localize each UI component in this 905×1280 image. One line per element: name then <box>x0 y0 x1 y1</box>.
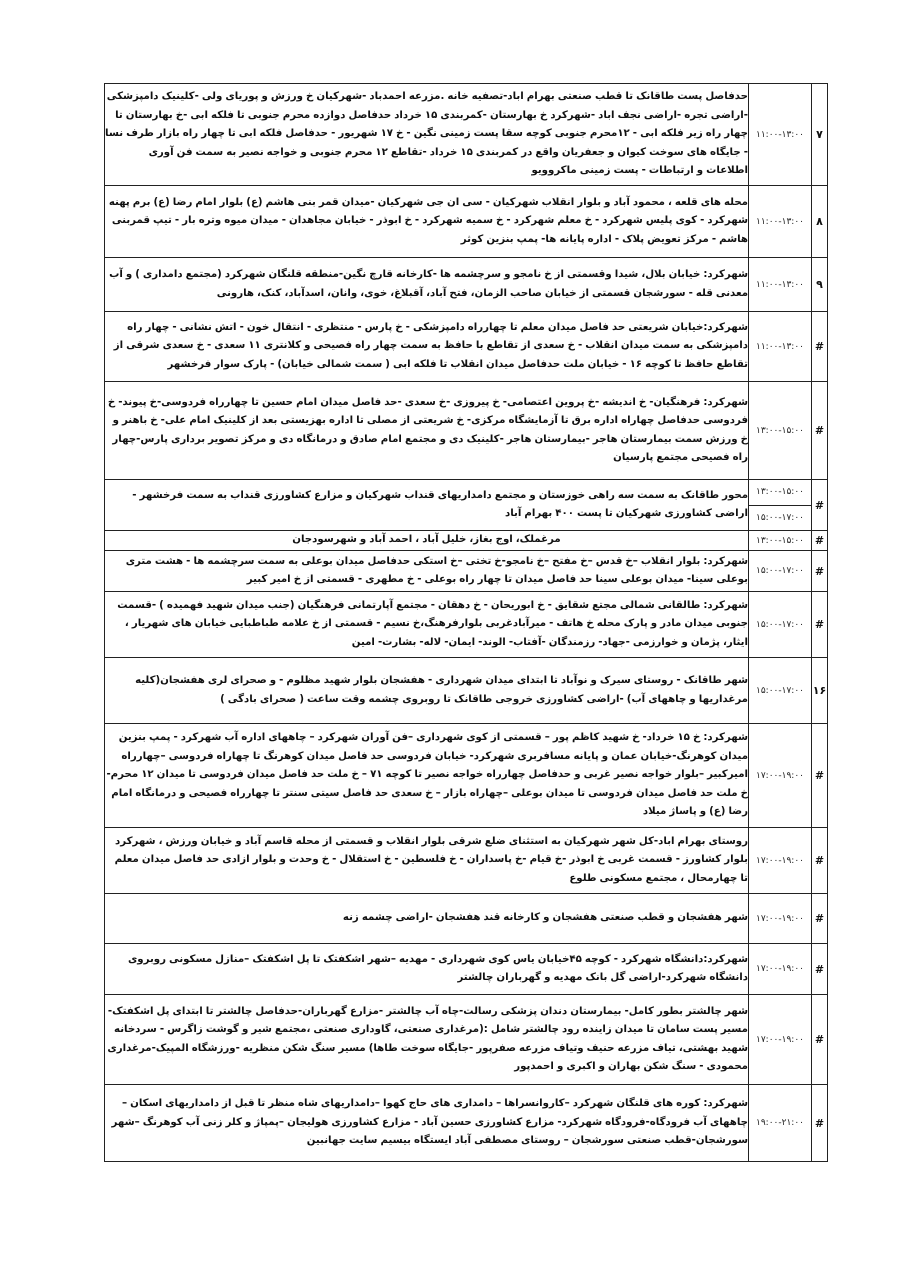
time-slot-cell: ۱۳:۰۰-۱۵:۰۰ <box>749 382 812 480</box>
time-slot-cell: ۱۷:۰۰-۱۹:۰۰ <box>749 894 812 944</box>
row-number: ۷ <box>812 84 828 186</box>
row-number: # <box>812 382 828 480</box>
affected-area-description: شهرکرد:خیابان شریعتی حد فاصل میدان معلم تا چهارراه دامپزشکی - خ پارس - منتظری - انتقال خون - اتش نشانی - چهار راه دامپزشکی به سمت میدان انقلاب - خ سعدی از تقاطع با حافظ به سمت چهار راه فصیحی و کلانتری ۱۱ سعدی - خ سعدی شرقی از تقاطع حافظ تا کوچه ۱۶ - خیابان ملت حدفاصل میدان انقلاب تا فلکه ابی ( سمت شمالی خیابان) - پارک سوار فرخشهر <box>105 312 749 382</box>
table-body <box>105 84 828 1162</box>
time-slot-cell: ۱۱:۰۰-۱۳:۰۰ <box>749 312 812 382</box>
table-row <box>105 84 828 186</box>
table-row <box>105 724 828 828</box>
table-row <box>105 531 828 551</box>
time-slot-cell: ۱۵:۰۰-۱۷:۰۰ <box>749 658 812 724</box>
affected-area-description: شهرکرد: خ ۱۵ خرداد- خ شهید کاظم پور – قسمتی از کوی شهرداری –فن آوران شهرکرد – چاههای اداره آب شهرکرد - پمپ بنزین میدان کوهرنگ-خیابان عمان و پایانه مسافربری شهرکرد- خیابان فردوسی حد فاصل میدان کوهرنگ تا چهاراه فردوسی –چهارراه امیرکبیر –بلوار خواجه نصیر غربی و حدفاصل چهارراه خواجه نصیر تا کوچه ۷۱ – خ ملت حد فاصل میدان فردوسی تا میدان ۱۲ محرم- خ ملت حد فاصل میدان فردوسی تا میدان بوعلی –چهاراه بازار – خ سعدی حد فاصل سیتی سنتر تا چهارراه فصیحی و درمانگاه امام رضا (ع) و پاساژ میلاد <box>105 724 749 828</box>
time-slot-cell: ۱۳:۰۰-۱۵:۰۰ <box>749 531 812 551</box>
affected-area-description: شهرکرد: خیابان بلال، شیدا وقسمتی از خ نامجو و سرچشمه ها -کارخانه قارچ نگین-منطقه قلنگان شهرکرد (مجتمع دامداری ) و آب معدنی قله - سورشجان قسمتی از خیابان صاحب الزمان، فتح آباد، آقبلاغ، خوی، وانان، اسدآباد، کنک، هارونی <box>105 258 749 312</box>
row-number: # <box>812 995 828 1085</box>
affected-area-description: شهر هفشجان و قطب صنعتی هفشجان و کارخانه قند هفشجان -اراضی چشمه زنه <box>105 894 749 944</box>
time-slot: ۱۳:۰۰-۱۵:۰۰ <box>756 487 804 498</box>
time-slot-cell: ۱۱:۰۰-۱۳:۰۰ <box>749 258 812 312</box>
outage-schedule-table <box>104 83 828 1162</box>
row-number: # <box>812 894 828 944</box>
time-slot: ۱۵:۰۰-۱۷:۰۰ <box>749 505 811 531</box>
row-number: # <box>812 551 828 592</box>
time-slot-cell: ۱۷:۰۰-۱۹:۰۰ <box>749 995 812 1085</box>
affected-area-description: حدفاصل پست طاقانک تا قطب صنعتی بهرام اباد-تصفیه خانه .مزرعه احمدباد -شهرکیان خ ورزش و پوریای ولی -کلینیک دامپزشکی -اراضی تجره -اراضی نجف اباد -شهرکرد خ بهارستان -کمربندی ۱۵ خرداد حدفاصل دوازده محرم جنوبی تا فلکه ابی -خ بهارستان تا چهار راه زیر فلکه ابی - ۱۲محرم جنوبی کوچه سقا پست زمینی نگین - خ ۱۷ شهریور - حدفاصل فلکه ابی تا چهار راه بازار طرف نسا - جایگاه های سوخت کیوان و جعفریان واقع در کمربندی ۱۵ خرداد -تقاطع ۱۲ محرم جنوبی و خواجه نصیر به سمت فن آوری اطلاعات و ارتباطات - پست زمینی ماکروویو <box>105 84 749 186</box>
table-row <box>105 1085 828 1162</box>
table-row <box>105 894 828 944</box>
row-number: # <box>812 944 828 995</box>
row-number: # <box>812 828 828 894</box>
row-number: ۱۶ <box>812 658 828 724</box>
table-row <box>105 258 828 312</box>
time-slot-cell: ۱۵:۰۰-۱۷:۰۰ <box>749 551 812 592</box>
affected-area-description: شهرکرد: طالقانی شمالی مجتع شقایق - خ ابوریحان - خ دهقان - مجتمع آپارتمانی فرهنگیان (جنب میدان شهید فهمیده ) -قسمت جنوبی میدان مادر و پارک محله خ هاتف - میرآبادغربی بلوارفرهنگ،خ نسیم - قسمتی از خ علامه طباطبایی خیابان های شهریار ، ایثار، پژمان و خوارزمی -جهاد- رزمندگان -آفتاب- الوند- ایمان- لاله- بشارت- امین <box>105 592 749 658</box>
table-row <box>105 382 828 480</box>
time-slot-cell: ۱۱:۰۰-۱۳:۰۰ <box>749 186 812 258</box>
table-row <box>105 658 828 724</box>
affected-area-description: محله های قلعه ، محمود آباد و بلوار انقلاب شهرکیان - سی ان جی شهرکیان -میدان قمر بنی هاشم (ع) بلوار امام رضا (ع) برم پهنه شهرکرد - کوی پلیس شهرکرد - خ معلم شهرکرد - خ سمیه شهرکرد - خ ابوذر - خیابان مجاهدان - میدان میوه وتره بار - تیپ قمربنی هاشم - مرکز تعویض پلاک - اداره پایانه ها- پمپ بنزین کوثر <box>105 186 749 258</box>
row-number: ۹ <box>812 258 828 312</box>
time-slot-cell: ۱۹:۰۰-۲۱:۰۰ <box>749 1085 812 1162</box>
row-number: # <box>812 531 828 551</box>
affected-area-description: شهرکرد: فرهنگیان- خ اندیشه -خ پروین اعتصامی- خ پیروزی -خ سعدی -حد فاصل میدان امام حسین تا چهارراه فردوسی-خ پیوند- خ فردوسی حدفاصل چهاراه اداره برق تا آزمایشگاه مرکزی- خ شریعتی از مصلی تا اداره بهزیستی بعد از کلینیک امام علی- خ باهنر و خ ورزش سمت بیمارستان هاجر -بیمارستان هاجر -کلینیک دی و مجتمع امام صادق و درمانگاه دی و مرکز تصویر برداری پارس-چهار راه فصیحی مجتمع پارسیان <box>105 382 749 480</box>
row-number: # <box>812 480 828 531</box>
row-number: # <box>812 1085 828 1162</box>
table-row <box>105 480 828 531</box>
affected-area-description: شهرکرد: بلوار انقلاب –خ قدس –خ مفتح –خ نامجو-خ تختی –خ استکی حدفاصل میدان بوعلی به سمت سرچشمه ها - هشت متری بوعلی سینا- میدان بوعلی سینا حد فاصل میدان تا چهار راه بوعلی - خ مطهری - قسمتی از خ امیر کبیر <box>105 551 749 592</box>
table-row <box>105 312 828 382</box>
table-row <box>105 551 828 592</box>
table-row <box>105 995 828 1085</box>
row-number: # <box>812 312 828 382</box>
affected-area-description: روستای بهرام اباد-کل شهر شهرکیان به استثنای ضلع شرقی بلوار انقلاب و قسمتی از محله قاسم آباد و خیابان ورزش ، شهرکرد بلوار کشاورز - قسمت غربی خ ابوذر -خ قیام -خ پاسداران - خ فلسطین - خ استقلال - خ وحدت و بلوار ازادی حد فاصل میدان معلم تا چهارمحال ، مجتمع مسکونی طلوع <box>105 828 749 894</box>
time-slot-cell: ۱۷:۰۰-۱۹:۰۰ <box>749 828 812 894</box>
row-number: # <box>812 724 828 828</box>
affected-area-description: شهرکرد: کوره های قلنگان شهرکرد –کاروانسراها – دامداری های حاج کهوا –دامداریهای شاه منظر تا قبل از دامداریهای اسکان –چاههای آب فرودگاه-فرودگاه شهرکرد- مزارع کشاورزی حسین آباد - مزارع کشاورزی هولیجان –پمپاژ و کلر زنی آب کوهرنگ –شهر سورشجان-قطب صنعتی سورشجان – روستای مصطفی آباد ایستگاه بیسیم سایت جهانبین <box>105 1085 749 1162</box>
affected-area-description: محور طاقانک به سمت سه راهی خوزستان و مجتمع دامداریهای قنداب شهرکیان و مزارع کشاورزی قنداب به سمت فرخشهر - اراضی کشاورزی شهرکیان تا پست ۴۰۰ بهرام آباد <box>105 480 749 531</box>
table-row <box>105 944 828 995</box>
time-slot-cell: ۱۵:۰۰-۱۷:۰۰ <box>749 592 812 658</box>
time-slot-cell: ۱۷:۰۰-۱۹:۰۰ <box>749 944 812 995</box>
time-slot-cell: ۱۱:۰۰-۱۳:۰۰ <box>749 84 812 186</box>
table-row <box>105 186 828 258</box>
row-number: ۸ <box>812 186 828 258</box>
affected-area-description: شهر چالشتر بطور کامل- بیمارستان دندان پزشکی رسالت-چاه آب چالشتر -مزارع گهرباران-حدفاصل چالشتر تا ابتدای پل اشکفتک- مسیر پست سامان تا میدان زاینده رود چالشتر شامل :(مرغداری صنعتی، گاوداری صنعتی ،مجتمع شیر و گوشت زاگرس - سردخانه شهید بهشتی، تیاف مزرعه حنیف وتیاف مزرعه صفرپور -جایگاه سوخت طاها) مسیر سنگ شکن منظریه -ورزشگاه المپیک-مرغداری محمودی - سنگ شکن بهاران و اکبری و احمدپور <box>105 995 749 1085</box>
time-slot-cell <box>749 480 812 531</box>
table-row <box>105 592 828 658</box>
affected-area-description: مرغملک، اوج بغاز، خلیل آباد ، احمد آباد و شهرسودجان <box>105 531 749 551</box>
row-number: # <box>812 592 828 658</box>
time-slot-cell: ۱۷:۰۰-۱۹:۰۰ <box>749 724 812 828</box>
table-row <box>105 828 828 894</box>
affected-area-description: شهر طاقانک - روستای سیرک و نوآباد تا ابتدای میدان شهرداری - هفشجان بلوار شهید مظلوم - و صحرای لری هفشجان(کلیه مرغداریها و چاههای آب) -اراضی کشاورزی خروجی طاقانک تا روبروی چشمه وقت ساعت ( صحرای بادگی ) <box>105 658 749 724</box>
affected-area-description: شهرکرد:دانشگاه شهرکرد - کوچه ۴۵خیابان یاس کوی شهرداری - مهدیه –شهر اشکفتک تا پل اشکفتک –منازل مسکونی روبروی دانشگاه شهرکرد-اراضی گل بانک مهدیه و گهرباران چالشتر <box>105 944 749 995</box>
